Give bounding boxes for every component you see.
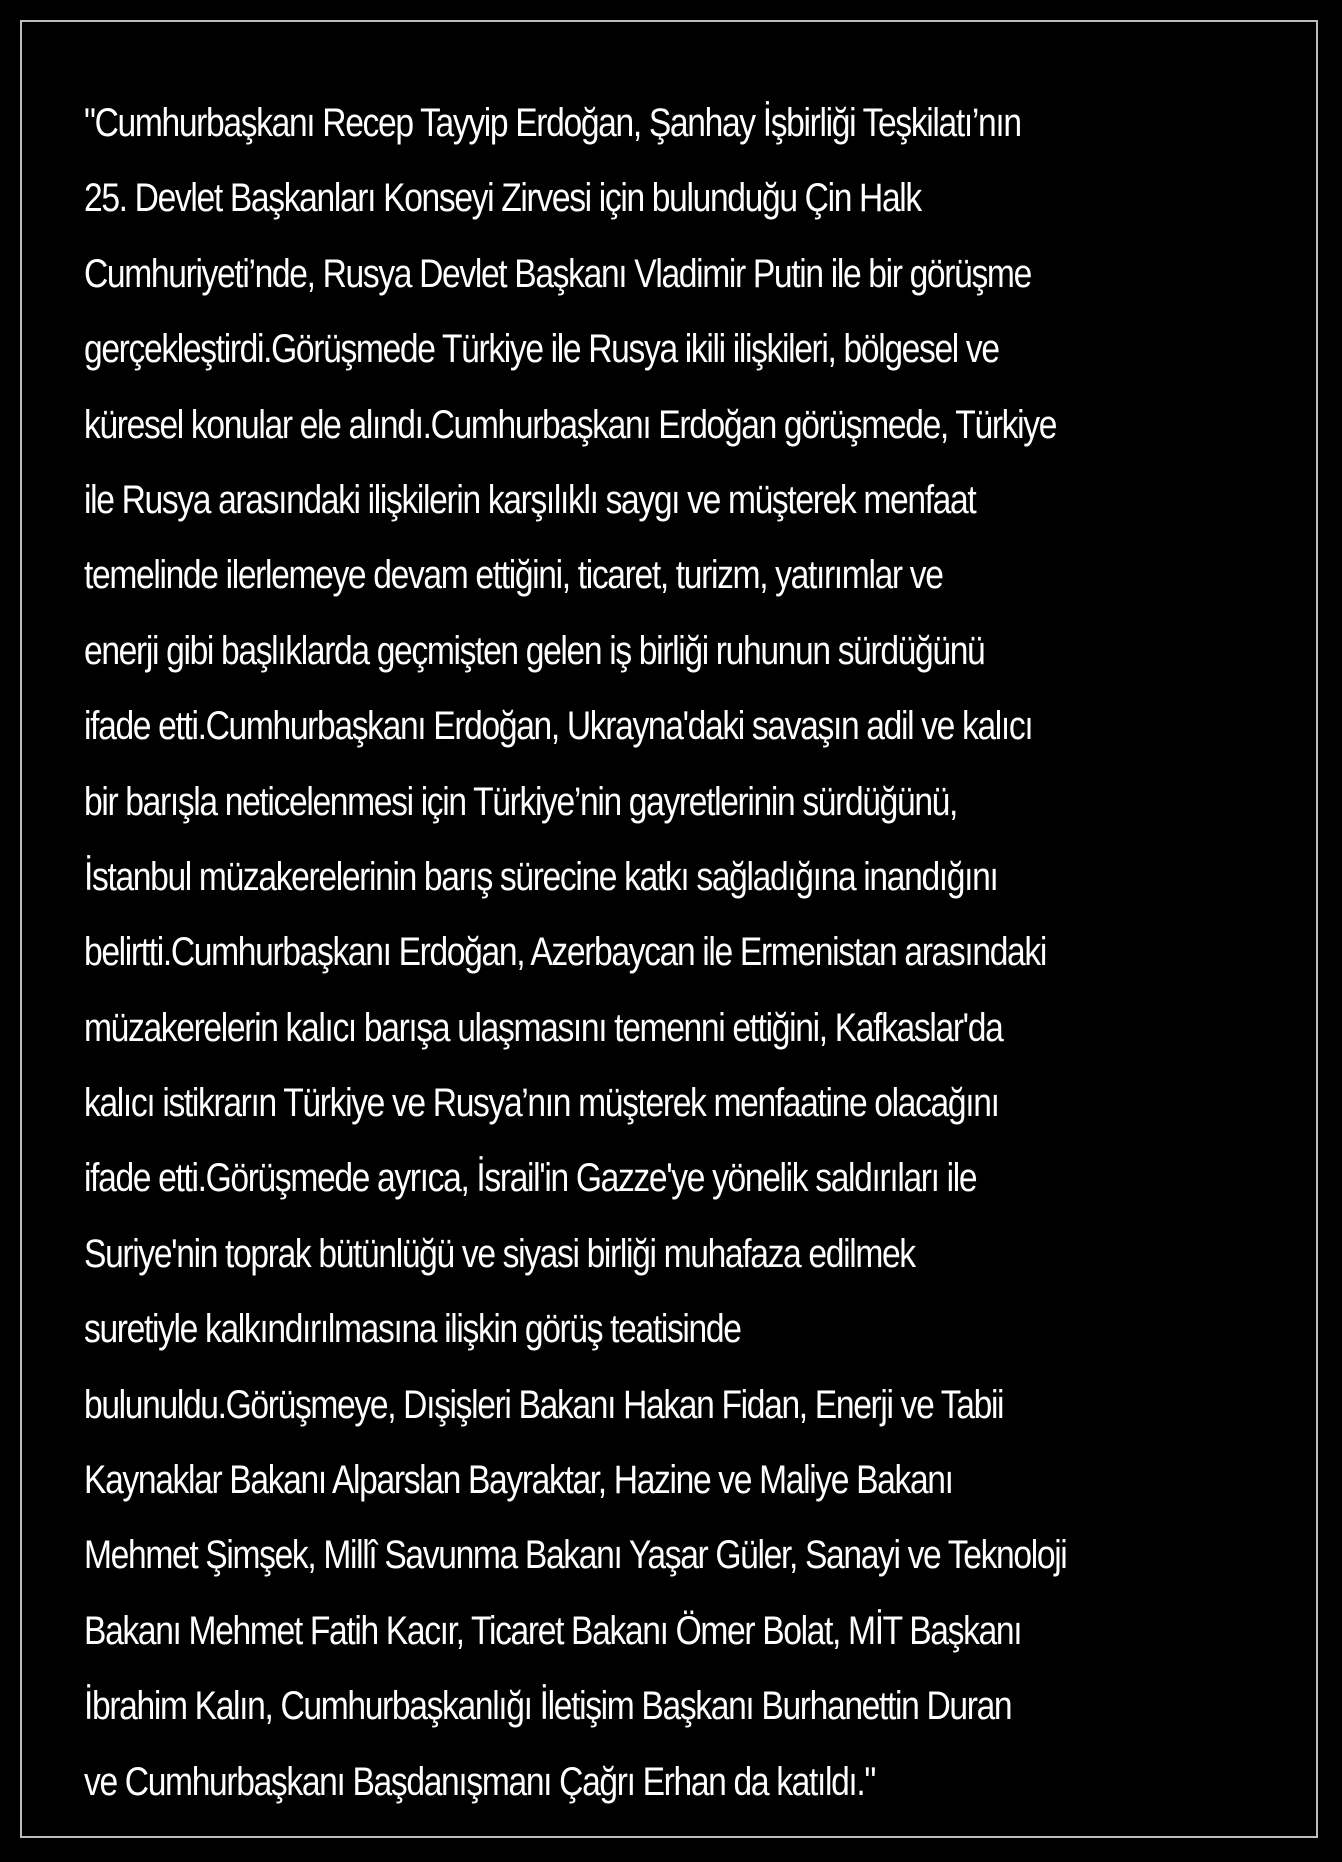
- quote-line: 25. Devlet Başkanları Konseyi Zirvesi için bulunduğu Çin Halk: [84, 176, 921, 221]
- quote-line: belirtti.Cumhurbaşkanı Erdoğan, Azerbaycan ile Ermenistan arasındaki: [84, 930, 1046, 975]
- quote-line: gerçekleştirdi.Görüşmede Türkiye ile Rusya ikili ilişkileri, bölgesel ve: [84, 327, 999, 372]
- quote-line: Kaynaklar Bakanı Alparslan Bayraktar, Hazine ve Maliye Bakanı: [84, 1458, 953, 1503]
- quote-line: "Cumhurbaşkanı Recep Tayyip Erdoğan, Şanhay İşbirliği Teşkilatı’nın: [84, 101, 1021, 145]
- quote-line: İbrahim Kalın, Cumhurbaşkanlığı İletişim Başkanı Burhanettin Duran: [84, 1684, 1012, 1729]
- quote-line: bir barışla neticelenmesi için Türkiye’nin gayretlerinin sürdüğünü,: [84, 779, 958, 824]
- quote-line: Mehmet Şimşek, Millî Savunma Bakanı Yaşar Güler, Sanayi ve Teknoloji: [84, 1533, 1067, 1578]
- quote-line: enerji gibi başlıklarda geçmişten gelen iş birliği ruhunun sürdüğünü: [84, 628, 985, 673]
- quote-line: suretiyle kalkındırılmasına ilişkin görüş teatisinde: [84, 1307, 741, 1352]
- quote-line: temelinde ilerlemeye devam ettiğini, ticaret, turizm, yatırımlar ve: [84, 553, 943, 598]
- quote-line: ifade etti.Görüşmede ayrıca, İsrail'in Gazze'ye yönelik saldırıları ile: [84, 1156, 977, 1201]
- quote-line: ile Rusya arasındaki ilişkilerin karşılıklı saygı ve müşterek menfaat: [84, 477, 976, 522]
- quote-line: ifade etti.Cumhurbaşkanı Erdoğan, Ukrayna'daki savaşın adil ve kalıcı: [84, 704, 1033, 749]
- quote-line: Cumhuriyeti’nde, Rusya Devlet Başkanı Vladimir Putin ile bir görüşme: [84, 251, 1031, 296]
- quote-line: ve Cumhurbaşkanı Başdanışmanı Çağrı Erhan da katıldı.": [84, 1759, 876, 1804]
- quote-line: İstanbul müzakerelerinin barış sürecine katkı sağladığına inandığını: [84, 854, 998, 899]
- quote-line: kalıcı istikrarın Türkiye ve Rusya’nın müşterek menfaatine olacağını: [84, 1081, 999, 1126]
- quote-line: müzakerelerin kalıcı barışa ulaşmasını temenni ettiğini, Kafkaslar'da: [84, 1005, 1003, 1050]
- quote-line: Suriye'nin toprak bütünlüğü ve siyasi birliği muhafaza edilmek: [84, 1231, 915, 1276]
- quote-text: [84, 86, 1309, 1820]
- quote-line: küresel konular ele alındı.Cumhurbaşkanı Erdoğan görüşmede, Türkiye: [84, 402, 1057, 447]
- quote-line: bulunuldu.Görüşmeye, Dışişleri Bakanı Hakan Fidan, Enerji ve Tabii: [84, 1382, 1004, 1427]
- quote-card-frame: [20, 20, 1318, 1838]
- quote-line: Bakanı Mehmet Fatih Kacır, Ticaret Bakanı Ömer Bolat, MİT Başkanı: [84, 1608, 1022, 1653]
